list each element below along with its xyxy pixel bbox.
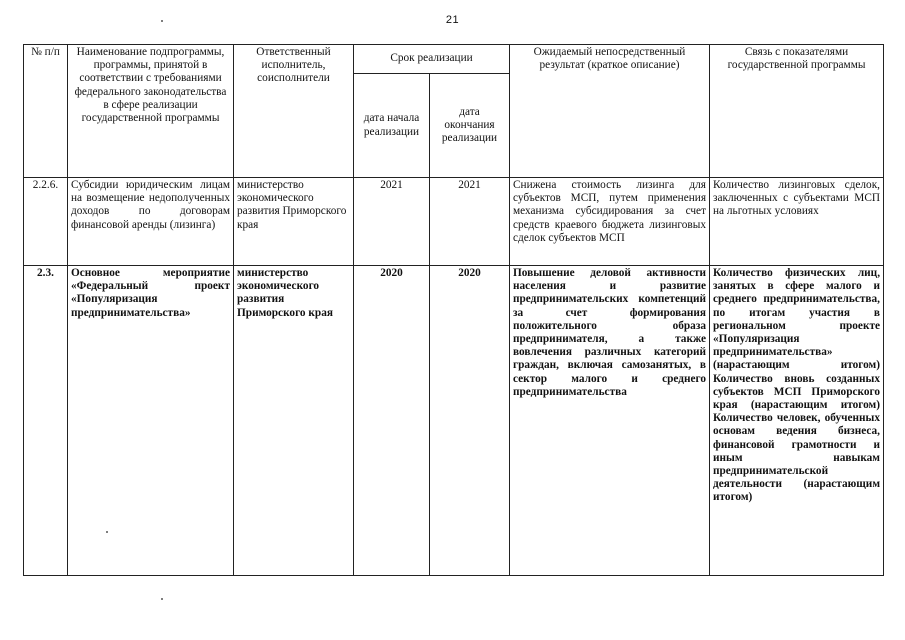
header-name: Наименование подпрограммы, программы, принятой в соответствии с требованиями федерального законодательства в сфере реализации государственной программы bbox=[68, 45, 234, 178]
row-start-date: 2021 bbox=[354, 178, 430, 266]
header-end-date: дата окончания реализации bbox=[430, 74, 510, 178]
page-number: 21 bbox=[445, 14, 460, 26]
row-result: Снижена стоимость лизинга для субъектов МСП, путем применения механизма субсидирования за счет средств краевого бюджета лизинговых сделок субъектов МСП bbox=[510, 178, 710, 266]
row-result: Повышение деловой активности населения и развитие предпринимательских компетенций за счет формирования положительного образа предпринимателя, а также вовлечения различных категорий граждан, включая самозанятых, в сектор малого и среднего предпринимательства bbox=[510, 266, 710, 576]
scan-speck bbox=[106, 531, 108, 533]
row-number: 2.2.6. bbox=[24, 178, 68, 266]
row-link: Количество физических лиц, занятых в сфере малого и среднего предпринимательства, по итогам участия в региональном проекте «Популяризация предпринимательства» (нарастающим итогом) Количество вновь созданных субъектов МСП Приморского края (нарастающим итогом) Количество человек, обученных основам ведения бизнеса, финансовой грамотности и иным навыкам предпринимательской деятельности (нарастающим итогом) bbox=[710, 266, 884, 576]
scan-speck bbox=[161, 20, 163, 22]
scan-speck bbox=[161, 598, 163, 600]
row-responsible: министерство экономического развития Приморского края bbox=[234, 266, 354, 576]
header-period: Срок реализации bbox=[354, 45, 510, 74]
header-responsible: Ответственный исполнитель, соисполнители bbox=[234, 45, 354, 178]
table-row bbox=[24, 266, 884, 576]
table-row bbox=[24, 178, 884, 266]
program-table bbox=[23, 44, 884, 576]
row-end-date: 2020 bbox=[430, 266, 510, 576]
header-start-date: дата начала реализации bbox=[354, 74, 430, 178]
row-number: 2.3. bbox=[24, 266, 68, 576]
header-link: Связь с показателями государственной программы bbox=[710, 45, 884, 178]
row-name: Основное мероприятие «Федеральный проект «Популяризация предпринимательства» bbox=[68, 266, 234, 576]
row-start-date: 2020 bbox=[354, 266, 430, 576]
row-end-date: 2021 bbox=[430, 178, 510, 266]
header-result: Ожидаемый непосредственный результат (краткое описание) bbox=[510, 45, 710, 178]
header-number: № п/п bbox=[24, 45, 68, 178]
row-name: Субсидии юридическим лицам на возмещение недополученных доходов по договорам финансовой аренды (лизинга) bbox=[68, 178, 234, 266]
row-link: Количество лизинговых сделок, заключенных с субъектами МСП на льготных условиях bbox=[710, 178, 884, 266]
row-responsible: министерство экономического развития Приморского края bbox=[234, 178, 354, 266]
